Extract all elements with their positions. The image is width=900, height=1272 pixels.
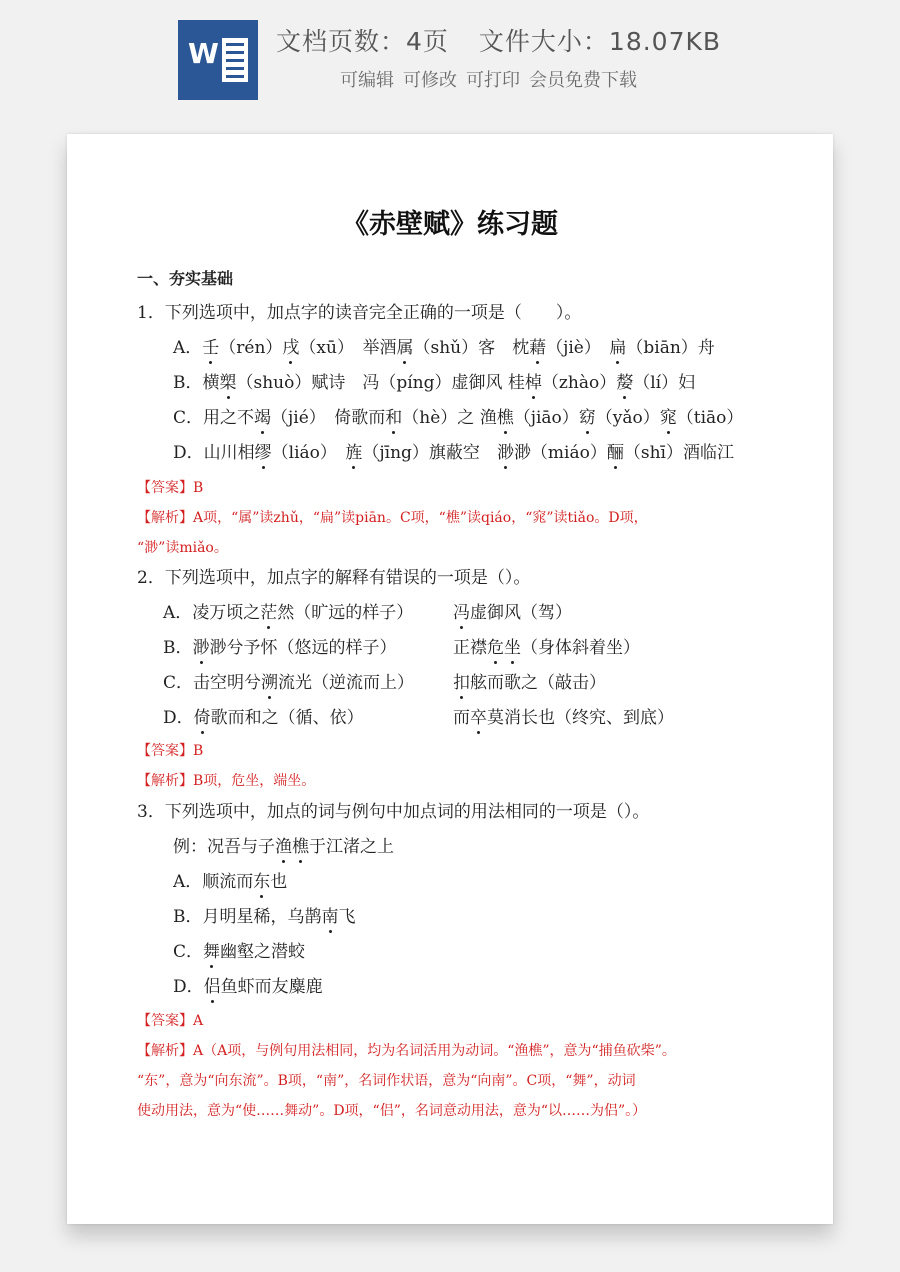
document-meta xyxy=(276,22,721,58)
question-3-explanation-line-1: 【解析】A（A项，与例句用法相同，均为名词活用为动词。“渔樵”，意为“捕鱼砍柴”。 xyxy=(137,1043,676,1059)
question-2-option-d-part-2: 而卒莫消长也（终究、到底） xyxy=(453,708,674,728)
question-2-answer: 【答案】B xyxy=(137,743,204,759)
question-2-option-b-part-2: 正襟危坐（身体斜着坐） xyxy=(453,638,640,658)
question-2-option-c-part-1: C．击空明兮溯流光（逆流而上） xyxy=(163,673,415,693)
question-2-option-d-part-1: D．倚歌而和之（循、依） xyxy=(163,708,364,728)
question-3-explanation-line-2: “东”，意为“向东流”。B项，“南”，名词作状语，意为“向南”。C项，“舞”，动词 xyxy=(137,1073,636,1089)
question-2-option-a-part-2: 冯虚御风（驾） xyxy=(453,603,572,623)
question-2-explanation: 【解析】B项，危坐，端坐。 xyxy=(137,773,316,789)
document-page xyxy=(67,134,833,1224)
word-icon-letter: W xyxy=(188,37,219,70)
question-3-option-d: D．侣鱼虾而友麋鹿 xyxy=(173,977,323,997)
page-count: 文档页数：4页 xyxy=(276,27,449,56)
question-3-explanation-line-3: 使动用法，意为“使……舞动”。D项，“侣”，名词意动用法，意为“以……为侣”。） xyxy=(137,1103,647,1119)
word-document-icon xyxy=(178,20,258,100)
feature-free-download: 会员免费下载 xyxy=(529,70,637,91)
question-2-option-c-part-2: 扣舷而歌之（敲击） xyxy=(453,673,606,693)
question-3-answer: 【答案】A xyxy=(137,1013,204,1029)
question-1-option-d: D．山川相缪（liáo） 旌（jīng）旗蔽空 渺渺（miáo）酾（shī）酒临江 xyxy=(173,443,734,463)
question-2-option-b-part-1: B．渺渺兮予怀（悠远的样子） xyxy=(163,638,397,658)
question-3-stem: 3．下列选项中，加点的词与例句中加点词的用法相同的一项是（）。 xyxy=(137,802,650,822)
question-3-option-c: C．舞幽壑之潜蛟 xyxy=(173,942,306,962)
feature-printable: 可打印 xyxy=(466,70,520,91)
section-heading: 一、夯实基础 xyxy=(137,269,234,288)
question-3-example: 例：况吾与子渔樵于江渚之上 xyxy=(173,837,394,857)
question-1-option-c: C．用之不竭（jié） 倚歌而和（hè）之 渔樵（jiāo）窈（yǎo）窕（tiāo） xyxy=(173,408,744,428)
document-title: 《赤壁赋》练习题 xyxy=(342,209,558,240)
question-1-option-b: B．横槊（shuò）赋诗 冯（píng）虚御风 桂棹（zhào）嫠（lí）妇 xyxy=(173,373,696,393)
feature-list xyxy=(340,66,646,92)
document-info-header xyxy=(0,0,900,120)
word-icon-lines xyxy=(222,38,248,82)
file-size: 文件大小：18.07KB xyxy=(478,27,722,56)
question-1-answer: 【答案】B xyxy=(137,480,204,496)
question-1-explanation-line-1: 【解析】A项，“属”读zhǔ，“扁”读piān。C项，“樵”读qiáo，“窕”读tiǎo。D项， xyxy=(137,510,648,526)
question-1-option-a: A．壬（rén）戌（xū） 举酒属（shǔ）客 枕藉（jiè） 扁（biān）舟 xyxy=(173,338,715,358)
feature-editable: 可编辑 xyxy=(340,70,394,91)
question-2-stem: 2．下列选项中，加点字的解释有错误的一项是（）。 xyxy=(137,568,531,588)
question-1-explanation-line-2: “渺”读miǎo。 xyxy=(137,540,228,556)
question-2-option-a-part-1: A．凌万顷之茫然（旷远的样子） xyxy=(163,603,414,623)
question-3-option-a: A．顺流而东也 xyxy=(173,872,288,892)
feature-modifiable: 可修改 xyxy=(403,70,457,91)
question-1-stem: 1．下列选项中，加点字的读音完全正确的一项是（ ）。 xyxy=(137,303,582,323)
question-3-option-b: B．月明星稀，乌鹊南飞 xyxy=(173,907,356,927)
